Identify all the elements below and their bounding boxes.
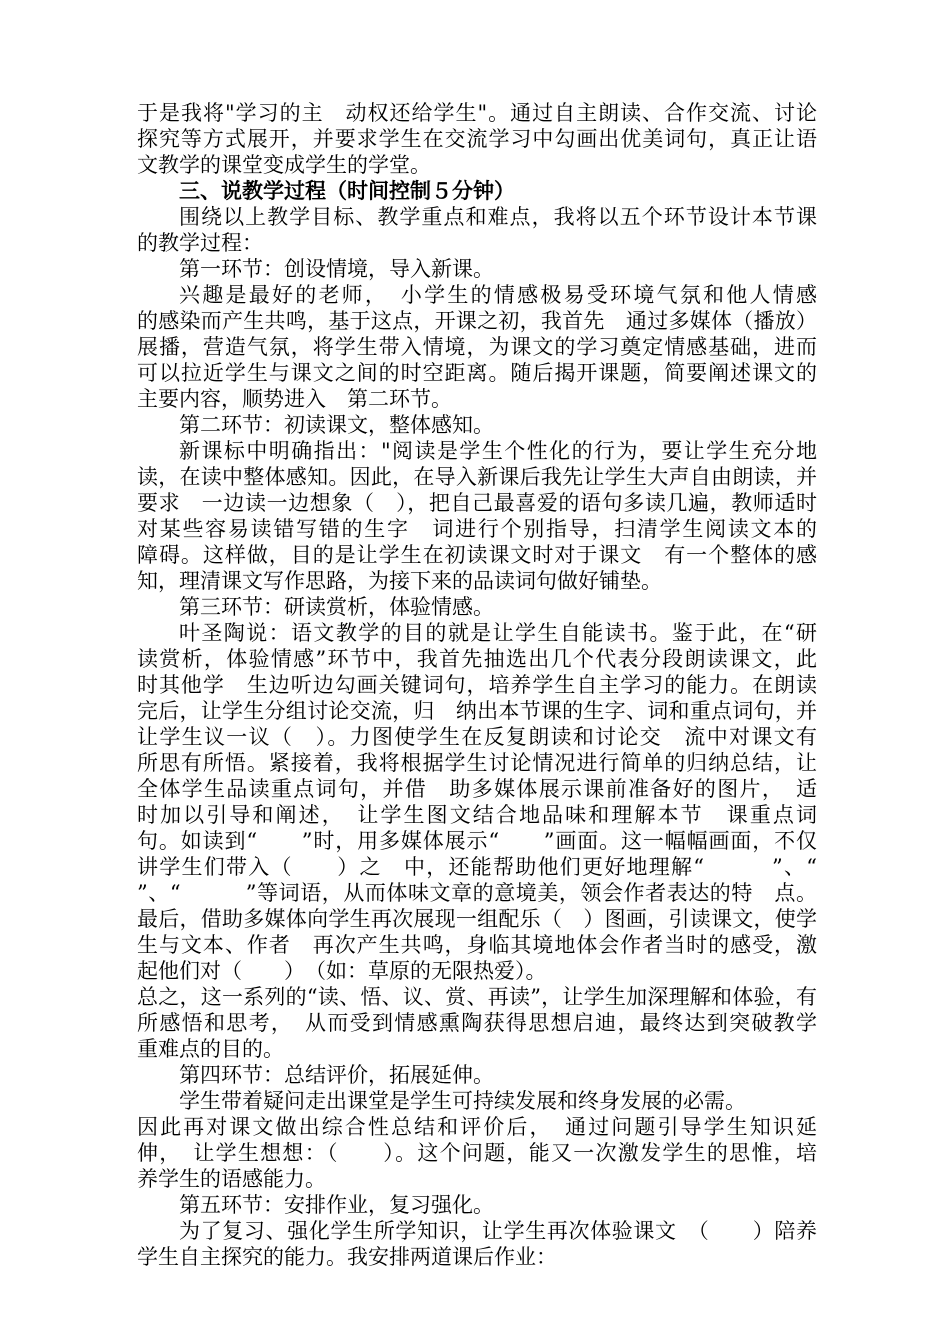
text-line: 总之，这一系列的“读、悟、议、赏、再读”，让学生加深理解和体验，有 xyxy=(137,985,817,1009)
text-line: 新课标中明确指出："阅读是学生个性化的行为，要让学生充分地 xyxy=(179,439,817,463)
subsection-heading: 第四环节：总结评价，拓展延伸。 xyxy=(179,1063,494,1087)
text-line: 的感染而产生共鸣，基于这点，开课之初，我首先 通过多媒体（播放） xyxy=(137,309,817,333)
text-line: 所思有所悟。紧接着，我将根据学生讨论情况进行简单的归纳总结，让 xyxy=(137,751,817,775)
text-line: 起他们对（ ） （如：草原的无限热爱）。 xyxy=(137,959,547,983)
text-line: 全体学生品读重点词句，并借 助多媒体展示课前准备好的图片， 适 xyxy=(137,777,817,801)
text-line: 生与文本、作者 再次产生共鸣，身临其境地体会作者当时的感受，激 xyxy=(137,933,817,957)
text-line: 讲学生们带入（ ）之 中，还能帮助他们更好地理解“ ”、“ xyxy=(137,855,817,879)
text-line: ”、“ ”等词语，从而体味文章的意境美，领会作者表达的特 点。 xyxy=(137,881,817,905)
text-line: 完后，让学生分组讨论交流，归 纳出本节课的生字、词和重点词句，并 xyxy=(137,699,817,723)
text-line: 时加以引导和阐述， 让学生图文结合地品味和理解本节 课重点词 xyxy=(137,803,817,827)
text-line: 学生带着疑问走出课堂是学生可持续发展和终身发展的必需。 xyxy=(179,1089,746,1113)
section-heading: 三、说教学过程（时间控制５分钟） xyxy=(179,178,515,203)
text-line: 要求 一边读一边想象（ ），把自己最喜爱的语句多读几遍，教师适时 xyxy=(137,491,817,515)
text-line: 为了复习、强化学生所学知识，让学生再次体验课文 （ ）陪养 xyxy=(179,1219,817,1243)
text-line: 于是我将"学习的主 动权还给学生"。通过自主朗读、合作交流、讨论 xyxy=(137,101,817,125)
subsection-heading: 第五环节：安排作业，复习强化。 xyxy=(179,1193,494,1217)
text-line: 对某些容易读错写错的生字 词进行个别指导，扫清学生阅读文本的 xyxy=(137,517,817,541)
text-line: 让学生议一议（ ）。力图使学生在反复朗读和讨论交 流中对课文有 xyxy=(137,725,817,749)
text-line: 时其他学 生边听边勾画关键词句，培养学生自主学习的能力。在朗读 xyxy=(137,673,817,697)
subsection-heading: 第三环节：研读赏析，体验情感。 xyxy=(179,595,494,619)
text-line: 障碍。这样做，目的是让学生在初读课文时对于课文 有一个整体的感 xyxy=(137,543,817,567)
text-line: 学生自主探究的能力。我安排两道课后作业： xyxy=(137,1245,557,1269)
text-line: 所感悟和思考， 从而受到情感熏陶获得思想启迪，最终达到突破教学 xyxy=(137,1011,817,1035)
text-line: 围绕以上教学目标、教学重点和难点，我将以五个环节设计本节课 xyxy=(179,205,817,229)
text-line: 展播，营造气氛，将学生带入情境，为课文的学习奠定情感基础，进而 xyxy=(137,335,817,359)
text-line: 养学生的语感能力。 xyxy=(137,1167,326,1191)
text-line: 重难点的目的。 xyxy=(137,1037,284,1061)
text-line: 最后，借助多媒体向学生再次展现一组配乐（ ）图画，引读课文，使学 xyxy=(137,907,817,931)
text-line: 探究等方式展开，并要求学生在交流学习中勾画出优美词句，真正让语 xyxy=(137,127,817,151)
subsection-heading: 第二环节：初读课文，整体感知。 xyxy=(179,413,494,437)
text-line: 句。如读到“ ”时，用多媒体展示“ ”画面。这一幅幅画面，不仅 xyxy=(137,829,817,853)
text-line: 可以拉近学生与课文之间的时空距离。随后揭开课题，简要阐述课文的 xyxy=(137,361,817,385)
text-line: 读赏析，体验情感”环节中，我首先抽选出几个代表分段朗读课文，此 xyxy=(137,647,817,671)
text-line: 读，在读中整体感知。因此，在导入新课后我先让学生大声自由朗读，并 xyxy=(137,465,817,489)
text-line: 因此再对课文做出综合性总结和评价后， 通过问题引导学生知识延 xyxy=(137,1115,817,1139)
text-line: 兴趣是最好的老师， 小学生的情感极易受环境气氛和他人情感 xyxy=(179,283,817,307)
text-line: 文教学的课堂变成学生的学堂。 xyxy=(137,153,431,177)
subsection-heading: 第一环节：创设情境，导入新课。 xyxy=(179,257,494,281)
text-line: 的教学过程： xyxy=(137,231,263,255)
text-line: 叶圣陶说：语文教学的目的就是让学生自能读书。鉴于此，在“研 xyxy=(179,621,817,645)
text-line: 伸， 让学生想想：（ ）。这个问题，能又一次激发学生的思惟，培 xyxy=(137,1141,817,1165)
text-line: 主要内容，顺势进入 第二环节。 xyxy=(137,387,452,411)
text-line: 知，理清课文写作思路，为接下来的品读词句做好铺垫。 xyxy=(137,569,662,593)
